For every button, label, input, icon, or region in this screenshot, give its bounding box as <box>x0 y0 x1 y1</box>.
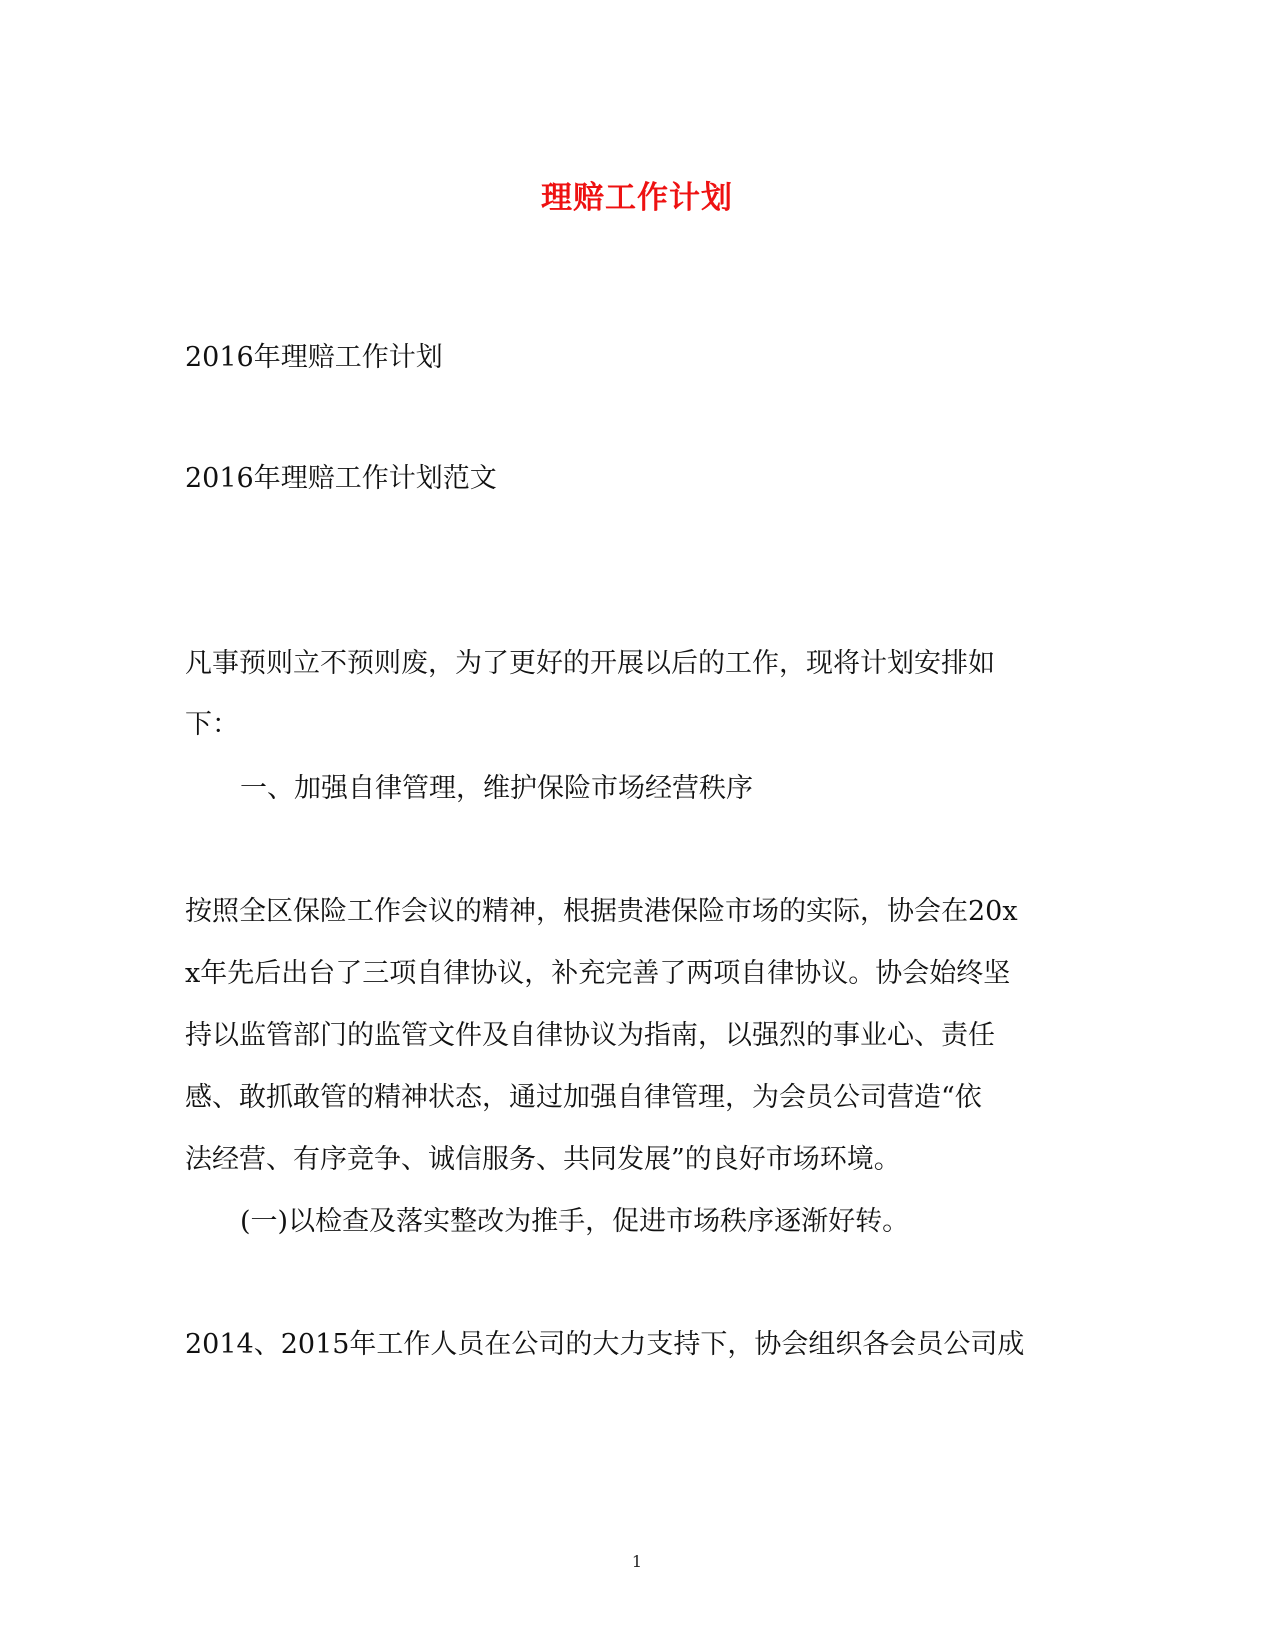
section-1-paragraph-line-1: 按照全区保险工作会议的精神，根据贵港保险市场的实际，协会在20x <box>185 896 1018 927</box>
document-title: 理赔工作计划 <box>541 180 733 216</box>
intro-line-1: 凡事预则立不预则废，为了更好的开展以后的工作，现将计划安排如 <box>185 648 995 679</box>
intro-line-2: 下： <box>185 709 239 740</box>
section-1-heading: 一、加强自律管理，维护保险市场经营秩序 <box>240 773 753 804</box>
section-1-paragraph-line-2: x年先后出台了三项自律协议，补充完善了两项自律协议。协会始终坚 <box>185 958 1011 989</box>
section-1-paragraph-line-4: 感、敢抓敢管的精神状态，通过加强自律管理，为会员公司营造“依 <box>185 1082 982 1113</box>
subtitle-line-1: 2016年理赔工作计划 <box>185 342 443 373</box>
subtitle-line-2: 2016年理赔工作计划范文 <box>185 463 497 494</box>
page-number: 1 <box>631 1552 643 1571</box>
section-1-paragraph-line-3: 持以监管部门的监管文件及自律协议为指南，以强烈的事业心、责任 <box>185 1020 995 1051</box>
subsection-1-heading: (一)以检查及落实整改为推手，促进市场秩序逐渐好转。 <box>240 1206 910 1237</box>
section-1-paragraph-line-5: 法经营、有序竞争、诚信服务、共同发展”的良好市场环境。 <box>185 1144 901 1175</box>
subsection-1-paragraph-line-1: 2014、2015年工作人员在公司的大力支持下，协会组织各会员公司成 <box>185 1329 1025 1360</box>
